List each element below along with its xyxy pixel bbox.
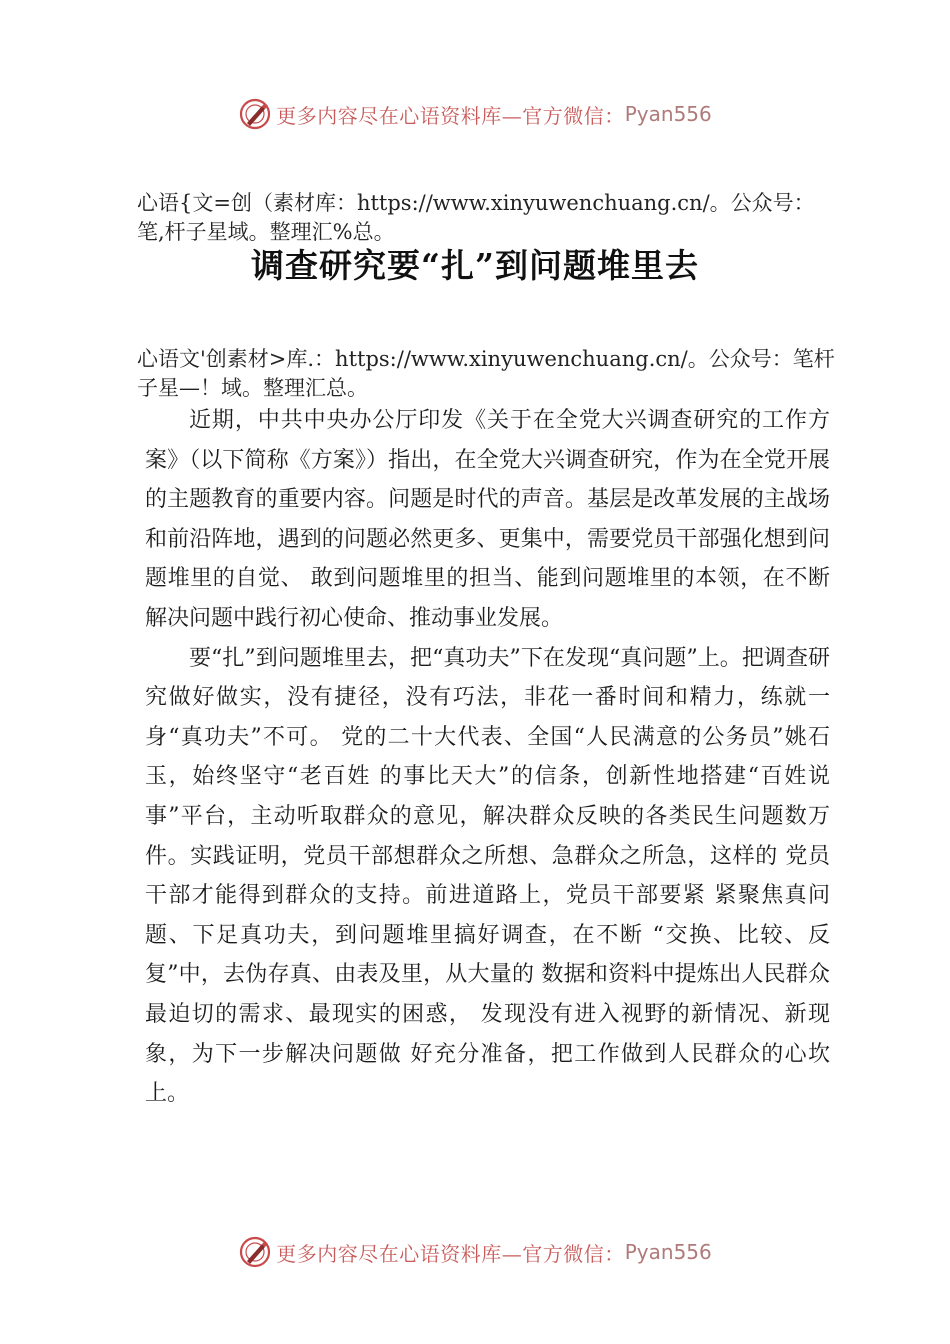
watermark-line: 心语{文=创（素材库：https://www.xinyuwenchuang.cn/。公众号：笔,杆子星域。整理汇%总。 [137,191,815,244]
article-body [145,401,830,1114]
banner-text: 更多内容尽在心语资料库—官方微信： [276,103,625,128]
footer-banner [0,1232,950,1272]
banner-text: 更多内容尽在心语资料库—官方微信： [276,1241,625,1266]
banner-wechat-id: Pyan556 [624,102,712,126]
header-banner [0,94,950,134]
page-title: 调查研究要“扎”到问题堆里去 [251,246,699,285]
paragraph: 近期，中共中央办公厅印发《关于在全党大兴调查研究的工作方案》（以下简称《方案》）指出，在全党大兴调查研究，作为在全党开展的主题教育的重要内容。问题是时代的声音。基层是改革发展的主战场和前沿阵地，遇到的问题必然更多、更集中，需要党员干部强化想到问题堆里的自觉、 敢到问题堆里的担当、能到问题堆里的本领，在不断解决问题中践行初心使命、推动事业发展。 [145,408,830,631]
paragraph: 要“扎”到问题堆里去，把“真功夫”下在发现“真问题”上。把调查研究做好做实，没有捷径，没有巧法，非花一番时间和精力，练就一身“真功夫”不可。 党的二十大代表、全国“人民满意的公务员”姚石玉，始终坚守“老百姓 的事比天大”的信条，创新性地搭建“百姓说事”平台，主动听取群众的意见，解决群众反映的各类民生问题数万件。实践证明，党员干部想群众之所想、急群众之所急，这样的 党员干部才能得到群众的支持。前进道路上，党员干部要紧 紧聚焦真问题、下足真功夫，到问题堆里搞好调查，在不断 “交换、比较、反复”中，去伪存真、由表及里，从大量的 数据和资料中提炼出人民群众最迫切的需求、最现实的困惑， 发现没有进入视野的新情况、新现象，为下一步解决问题做 好充分准备，把工作做到人民群众的心坎上。 [145,645,830,1107]
banner-wechat-id: Pyan556 [624,1240,712,1264]
pen-logo-icon [238,97,272,131]
pen-logo-icon [238,1235,272,1269]
watermark-line: 心语文'创素材>库.：https://www.xinyuwenchuang.cn/。公众号：笔杆子星—！域。整理汇总。 [137,347,835,400]
